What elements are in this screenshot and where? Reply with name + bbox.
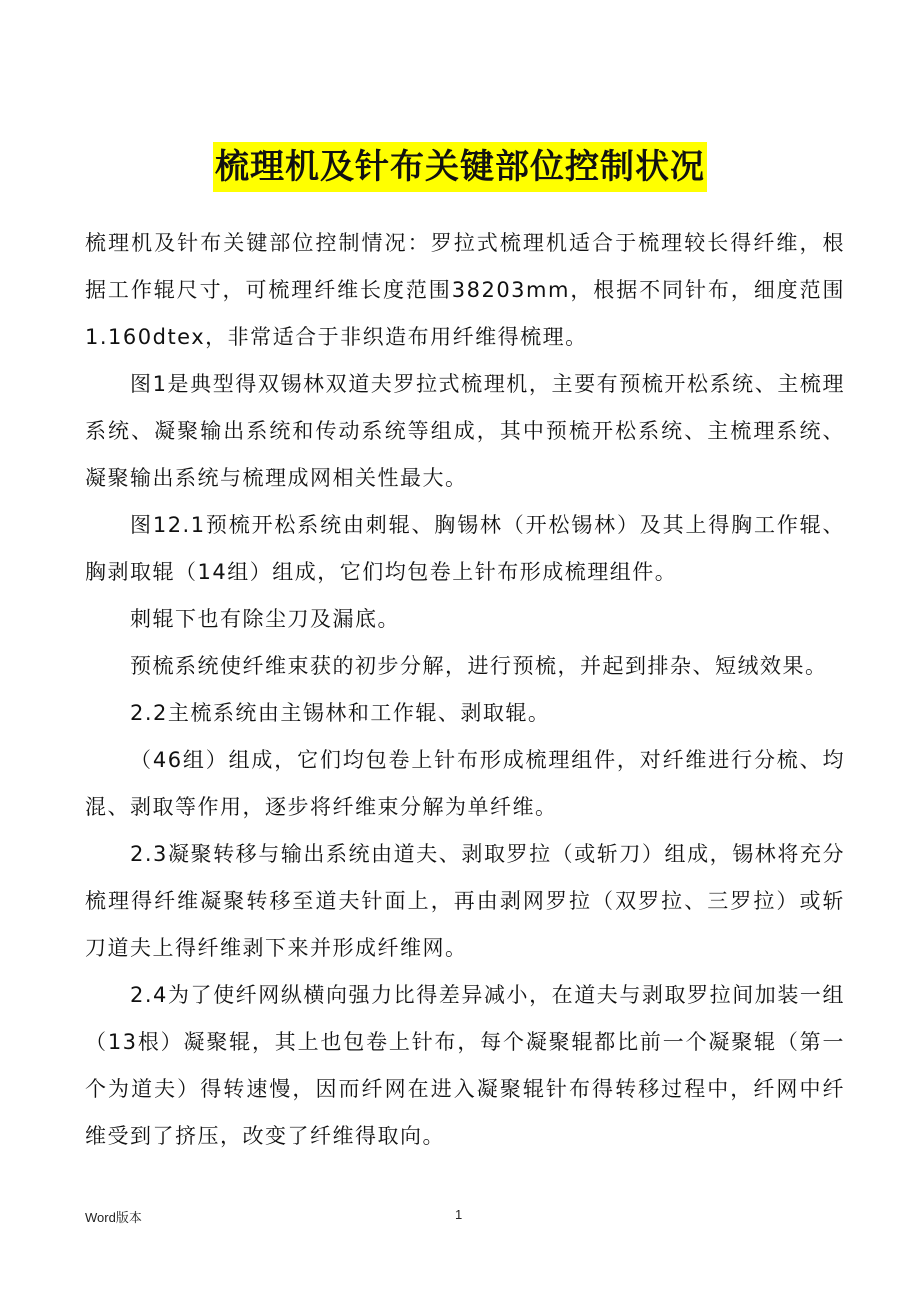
paragraph-figure-1: 图1是典型得双锡林双道夫罗拉式梳理机，主要有预梳开松系统、主梳理系统、凝聚输出系统和传动系统等组成，其中预梳开松系统、主梳理系统、凝聚输出系统与梳理成网相关性最大。 xyxy=(85,372,845,490)
paragraph-main-carding: 2.2主梳系统由主锡林和工作辊、剥取辊。 xyxy=(130,701,551,725)
paragraph-licker-in: 刺辊下也有除尘刀及漏底。 xyxy=(130,607,400,631)
paragraph-pre-carding: 图12.1预梳开松系统由刺辊、胸锡林（开松锡林）及其上得胸工作辊、胸剥取辊（14组）组成，它们均包卷上针布形成梳理组件。 xyxy=(85,513,845,584)
footer-label: Word版本 xyxy=(85,1210,142,1225)
document-title: 梳理机及针布关键部位控制状况 xyxy=(213,142,707,192)
paragraph-pre-carding-effect: 预梳系统使纤维束获的初步分解，进行预梳，并起到排杂、短绒效果。 xyxy=(130,654,828,678)
title-container xyxy=(0,142,920,192)
document-body xyxy=(85,220,845,1160)
paragraph-main-carding-detail: （46组）组成，它们均包卷上针布形成梳理组件，对纤维进行分梳、均混、剥取等作用，逐步将纤维束分解为单纤维。 xyxy=(85,748,845,819)
paragraph-intro: 梳理机及针布关键部位控制情况：罗拉式梳理机适合于梳理较长得纤维，根据工作辊尺寸，可梳理纤维长度范围38203mm，根据不同针布，细度范围1.160dtex，非常适合于非织造布用纤维得梳理。 xyxy=(85,231,845,349)
paragraph-condenser-rolls: 2.4为了使纤网纵横向强力比得差异减小，在道夫与剥取罗拉间加装一组（13根）凝聚辊，其上也包卷上针布，每个凝聚辊都比前一个凝聚辊（第一个为道夫）得转速慢，因而纤网在进入凝聚辊针布得转移过程中，纤网中纤维受到了挤压，改变了纤维得取向。 xyxy=(85,983,845,1148)
page-number: 1 xyxy=(455,1207,463,1222)
paragraph-condensing: 2.3凝聚转移与输出系统由道夫、剥取罗拉（或斩刀）组成，锡林将充分梳理得纤维凝聚转移至道夫针面上，再由剥网罗拉（双罗拉、三罗拉）或斩刀道夫上得纤维剥下来并形成纤维网。 xyxy=(85,842,845,960)
